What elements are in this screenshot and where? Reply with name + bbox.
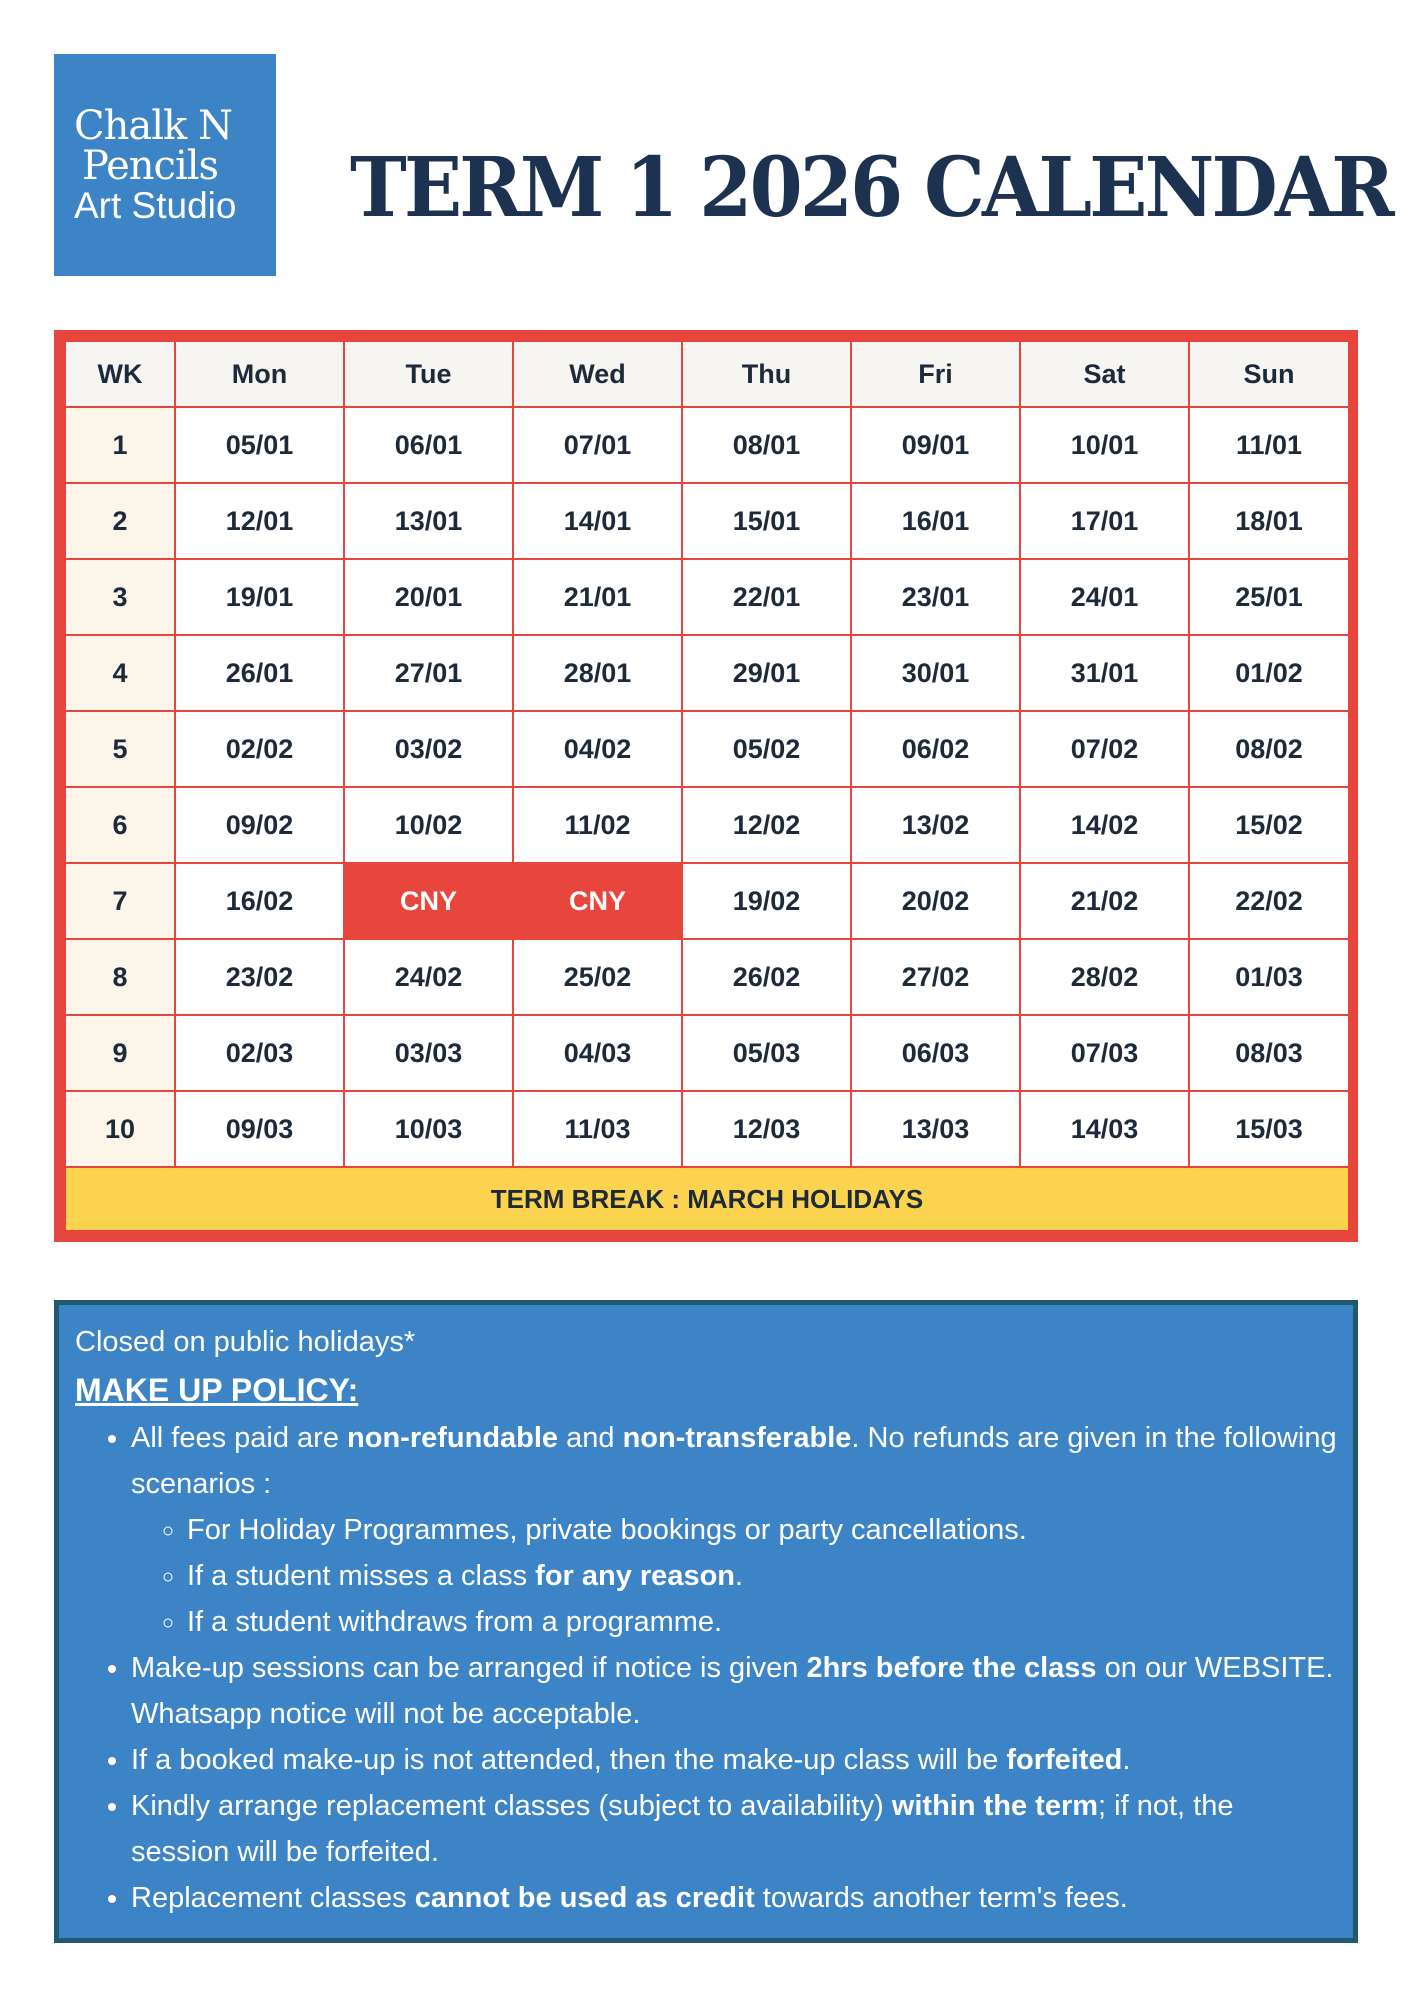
date-cell: 05/03 bbox=[682, 1015, 851, 1091]
date-cell: 05/02 bbox=[682, 711, 851, 787]
week-number: 4 bbox=[65, 635, 175, 711]
text: and bbox=[558, 1422, 623, 1454]
header-sun: Sun bbox=[1189, 341, 1349, 407]
date-cell: 17/01 bbox=[1020, 483, 1189, 559]
date-cell: 04/02 bbox=[513, 711, 682, 787]
date-cell: 08/03 bbox=[1189, 1015, 1349, 1091]
week-row bbox=[65, 1015, 1349, 1091]
date-cell: 07/01 bbox=[513, 407, 682, 483]
text: . bbox=[735, 1560, 744, 1592]
date-cell: 23/01 bbox=[851, 559, 1020, 635]
date-cell: 15/01 bbox=[682, 483, 851, 559]
policy-subitem bbox=[187, 1599, 1337, 1645]
date-cell: 15/03 bbox=[1189, 1091, 1349, 1167]
bold-text: cannot be used as credit bbox=[414, 1882, 755, 1914]
bold-text: for any reason bbox=[535, 1560, 735, 1592]
date-cell: 12/01 bbox=[175, 483, 344, 559]
logo-line-1: Chalk N bbox=[74, 103, 232, 149]
week-row bbox=[65, 863, 1349, 939]
term-break-banner: TERM BREAK : MARCH HOLIDAYS bbox=[65, 1167, 1349, 1231]
text: Replacement classes bbox=[131, 1882, 415, 1914]
date-cell: 28/02 bbox=[1020, 939, 1189, 1015]
header-sat: Sat bbox=[1020, 341, 1189, 407]
holiday-cell: CNY bbox=[344, 863, 513, 939]
text: . bbox=[1122, 1744, 1131, 1776]
text: Kindly arrange replacement classes (subject to availability) bbox=[131, 1790, 892, 1822]
text: ; if not, the session will be forfeited. bbox=[131, 1790, 1234, 1868]
date-cell: 10/01 bbox=[1020, 407, 1189, 483]
date-cell: 22/01 bbox=[682, 559, 851, 635]
policy-subitem bbox=[187, 1553, 1337, 1599]
term-calendar bbox=[54, 330, 1358, 1242]
text: If a booked make-up is not attended, then the make-up class will be bbox=[131, 1744, 1007, 1776]
week-number: 9 bbox=[65, 1015, 175, 1091]
date-cell: 11/02 bbox=[513, 787, 682, 863]
calendar-header-row bbox=[65, 341, 1349, 407]
closed-note: Closed on public holidays* bbox=[75, 1326, 416, 1358]
date-cell: 13/03 bbox=[851, 1091, 1020, 1167]
bold-text: non-transferable bbox=[622, 1422, 852, 1454]
date-cell: 27/01 bbox=[344, 635, 513, 711]
date-cell: 30/01 bbox=[851, 635, 1020, 711]
date-cell: 24/02 bbox=[344, 939, 513, 1015]
policy-item bbox=[131, 1415, 1337, 1645]
week-row bbox=[65, 407, 1349, 483]
policy-heading: MAKE UP POLICY: bbox=[75, 1372, 359, 1408]
week-number: 10 bbox=[65, 1091, 175, 1167]
text: on our WEBSITE. Whatsapp notice will not be acceptable. bbox=[131, 1652, 1334, 1730]
date-cell: 08/01 bbox=[682, 407, 851, 483]
date-cell: 25/02 bbox=[513, 939, 682, 1015]
date-cell: 14/02 bbox=[1020, 787, 1189, 863]
date-cell: 02/02 bbox=[175, 711, 344, 787]
text: For Holiday Programmes, private bookings or party cancellations. bbox=[187, 1514, 1027, 1546]
logo-line-3: Art Studio bbox=[74, 185, 237, 226]
date-cell: 11/01 bbox=[1189, 407, 1349, 483]
header-wk: WK bbox=[65, 341, 175, 407]
date-cell: 09/02 bbox=[175, 787, 344, 863]
date-cell: 06/02 bbox=[851, 711, 1020, 787]
week-row bbox=[65, 711, 1349, 787]
bold-text: forfeited bbox=[1006, 1744, 1123, 1776]
date-cell: 13/02 bbox=[851, 787, 1020, 863]
week-row bbox=[65, 635, 1349, 711]
date-cell: 11/03 bbox=[513, 1091, 682, 1167]
date-cell: 07/03 bbox=[1020, 1015, 1189, 1091]
week-row bbox=[65, 483, 1349, 559]
date-cell: 21/02 bbox=[1020, 863, 1189, 939]
date-cell: 14/01 bbox=[513, 483, 682, 559]
text: All fees paid are bbox=[131, 1422, 348, 1454]
policy-item bbox=[131, 1645, 1337, 1737]
text: . No refunds are given in the following scenarios : bbox=[131, 1422, 1337, 1500]
header-mon: Mon bbox=[175, 341, 344, 407]
date-cell: 29/01 bbox=[682, 635, 851, 711]
week-number: 6 bbox=[65, 787, 175, 863]
week-number: 3 bbox=[65, 559, 175, 635]
header-fri: Fri bbox=[851, 341, 1020, 407]
date-cell: 12/03 bbox=[682, 1091, 851, 1167]
date-cell: 10/03 bbox=[344, 1091, 513, 1167]
header-thu: Thu bbox=[682, 341, 851, 407]
date-cell: 02/03 bbox=[175, 1015, 344, 1091]
text: towards another term's fees. bbox=[754, 1882, 1128, 1914]
studio-logo bbox=[54, 54, 276, 276]
date-cell: 09/03 bbox=[175, 1091, 344, 1167]
date-cell: 27/02 bbox=[851, 939, 1020, 1015]
date-cell: 14/03 bbox=[1020, 1091, 1189, 1167]
bold-text: non-refundable bbox=[347, 1422, 559, 1454]
header-wed: Wed bbox=[513, 341, 682, 407]
date-cell: 23/02 bbox=[175, 939, 344, 1015]
date-cell: 16/02 bbox=[175, 863, 344, 939]
week-number: 7 bbox=[65, 863, 175, 939]
policy-item bbox=[131, 1783, 1337, 1875]
date-cell: 07/02 bbox=[1020, 711, 1189, 787]
date-cell: 09/01 bbox=[851, 407, 1020, 483]
date-cell: 06/01 bbox=[344, 407, 513, 483]
makeup-policy-box bbox=[54, 1300, 1358, 1943]
week-number: 2 bbox=[65, 483, 175, 559]
date-cell: 26/02 bbox=[682, 939, 851, 1015]
date-cell: 01/03 bbox=[1189, 939, 1349, 1015]
date-cell: 03/03 bbox=[344, 1015, 513, 1091]
date-cell: 31/01 bbox=[1020, 635, 1189, 711]
page-title: TERM 1 2026 CALENDAR bbox=[350, 140, 1392, 236]
date-cell: 12/02 bbox=[682, 787, 851, 863]
week-number: 8 bbox=[65, 939, 175, 1015]
date-cell: 20/02 bbox=[851, 863, 1020, 939]
date-cell: 01/02 bbox=[1189, 635, 1349, 711]
week-row bbox=[65, 1091, 1349, 1167]
date-cell: 18/01 bbox=[1189, 483, 1349, 559]
date-cell: 08/02 bbox=[1189, 711, 1349, 787]
date-cell: 13/01 bbox=[344, 483, 513, 559]
date-cell: 04/03 bbox=[513, 1015, 682, 1091]
date-cell: 19/02 bbox=[682, 863, 851, 939]
bold-text: within the term bbox=[891, 1790, 1099, 1822]
date-cell: 26/01 bbox=[175, 635, 344, 711]
date-cell: 25/01 bbox=[1189, 559, 1349, 635]
date-cell: 16/01 bbox=[851, 483, 1020, 559]
calendar-table bbox=[64, 340, 1350, 1232]
date-cell: 15/02 bbox=[1189, 787, 1349, 863]
week-number: 5 bbox=[65, 711, 175, 787]
week-number: 1 bbox=[65, 407, 175, 483]
bold-text: 2hrs before the class bbox=[806, 1652, 1097, 1684]
date-cell: 03/02 bbox=[344, 711, 513, 787]
policy-list bbox=[75, 1415, 1337, 1921]
date-cell: 19/01 bbox=[175, 559, 344, 635]
text: Make-up sessions can be arranged if notice is given bbox=[131, 1652, 807, 1684]
week-row bbox=[65, 939, 1349, 1015]
text: If a student withdraws from a programme. bbox=[187, 1606, 723, 1638]
week-row bbox=[65, 559, 1349, 635]
date-cell: 06/03 bbox=[851, 1015, 1020, 1091]
holiday-cell: CNY bbox=[513, 863, 682, 939]
date-cell: 28/01 bbox=[513, 635, 682, 711]
date-cell: 21/01 bbox=[513, 559, 682, 635]
policy-item bbox=[131, 1875, 1337, 1921]
date-cell: 24/01 bbox=[1020, 559, 1189, 635]
logo-line-2: Pencils bbox=[82, 143, 219, 189]
date-cell: 22/02 bbox=[1189, 863, 1349, 939]
date-cell: 05/01 bbox=[175, 407, 344, 483]
date-cell: 20/01 bbox=[344, 559, 513, 635]
text: If a student misses a class bbox=[187, 1560, 536, 1592]
policy-subitem bbox=[187, 1507, 1337, 1553]
header-tue: Tue bbox=[344, 341, 513, 407]
policy-item bbox=[131, 1737, 1337, 1783]
date-cell: 10/02 bbox=[344, 787, 513, 863]
week-row bbox=[65, 787, 1349, 863]
